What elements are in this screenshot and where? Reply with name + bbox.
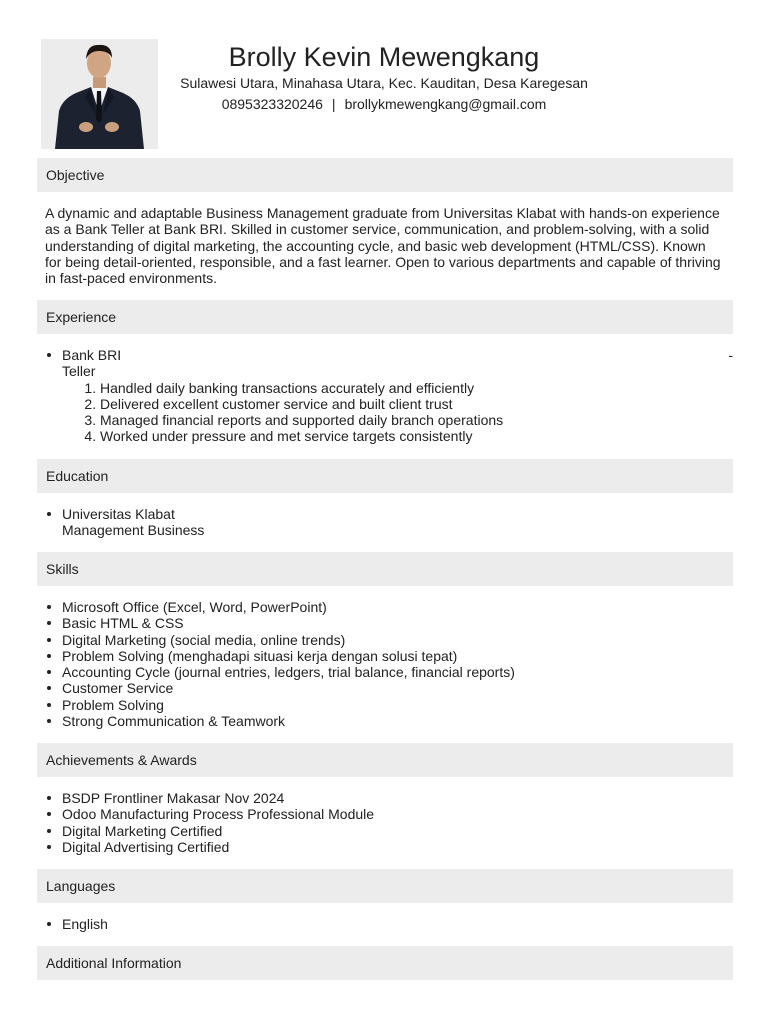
skills-list: [45, 599, 733, 729]
section-objective-heading: Objective: [37, 158, 733, 192]
achievement-item: Digital Advertising Certified: [45, 839, 733, 855]
achievement-item: Odoo Manufacturing Process Professional Module: [45, 806, 733, 822]
experience-date-range: -: [728, 347, 733, 363]
section-experience-heading: Experience: [37, 300, 733, 334]
skill-item: Microsoft Office (Excel, Word, PowerPoint): [45, 599, 733, 615]
skill-item: Customer Service: [45, 680, 733, 696]
section-skills-heading: Skills: [37, 552, 733, 586]
company-name: Bank BRI: [62, 347, 122, 363]
skill-item: Problem Solving: [45, 697, 733, 713]
task-item: 4. Worked under pressure and met service targets consistently: [100, 428, 733, 444]
section-education-heading: Education: [37, 459, 733, 493]
achievement-item: Digital Marketing Certified: [45, 823, 733, 839]
skill-item: Digital Marketing (social media, online trends): [45, 632, 733, 648]
experience-list: [45, 347, 733, 445]
school-name: Universitas Klabat: [62, 506, 175, 522]
major-name: Management Business: [62, 522, 205, 539]
section-additional-heading: Additional Information: [37, 946, 733, 980]
section-languages-heading: Languages: [37, 869, 733, 903]
address: Sulawesi Utara, Minahasa Utara, Kec. Kauditan, Desa Karegesan: [180, 75, 588, 91]
resume-header: [175, 40, 593, 113]
job-role: Teller: [62, 363, 96, 380]
achievement-item: BSDP Frontliner Makasar Nov 2024: [45, 790, 733, 806]
email-address: brollykmewengkang@gmail.com: [344, 96, 547, 112]
experience-item: [45, 347, 733, 445]
skill-item: Problem Solving (menghadapi situasi kerja dengan solusi tepat): [45, 648, 733, 664]
skill-item: Strong Communication & Teamwork: [45, 713, 733, 729]
contact-line: [175, 95, 593, 113]
education-item: [45, 506, 733, 539]
profile-photo-image: [41, 39, 158, 149]
task-item: 3. Managed financial reports and supported daily branch operations: [100, 412, 733, 428]
phone-number: 0895323320246: [221, 96, 323, 112]
skill-item: Accounting Cycle (journal entries, ledgers, trial balance, financial reports): [45, 664, 733, 680]
languages-list: [45, 916, 733, 932]
achievements-list: [45, 790, 733, 855]
skill-item: Basic HTML & CSS: [45, 615, 733, 631]
language-item: English: [45, 916, 733, 932]
objective-text: A dynamic and adaptable Business Management graduate from Universitas Klabat with hands-on experience as a Bank Teller at Bank BRI. Skilled in customer service, communication, and problem-solving, with a solid understanding of digital marketing, the accounting cycle, and basic web development (HTML/CSS). Known for being detail-oriented, responsible, and a fast learner. Open to various departments and capable of thriving in fast-paced environments.: [45, 205, 721, 287]
contact-separator: |: [331, 96, 336, 112]
task-item: 1. Handled daily banking transactions accurately and efficiently: [100, 380, 733, 396]
task-item: 2. Delivered excellent customer service and built client trust: [100, 396, 733, 412]
candidate-name: Brolly Kevin Mewengkang: [228, 42, 540, 72]
task-list: [62, 380, 733, 445]
profile-photo: [41, 39, 158, 149]
section-achievements-heading: Achievements & Awards: [37, 743, 733, 777]
education-list: [45, 506, 733, 539]
